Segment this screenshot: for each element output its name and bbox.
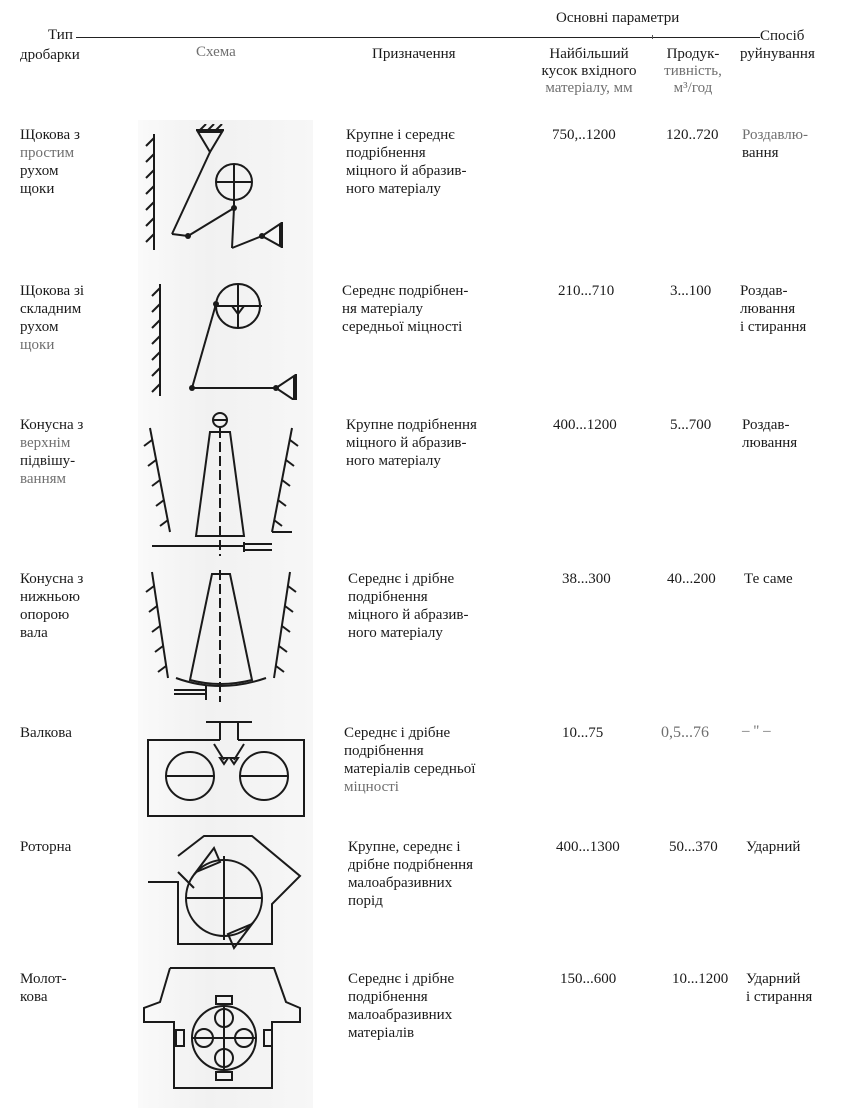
purpose-line: ного матеріалу [346, 181, 441, 197]
crusher-type [20, 838, 71, 856]
type-line: рухом [20, 163, 59, 179]
productivity-value: 50...370 [669, 839, 718, 855]
method-line: Ударний [746, 971, 801, 987]
type-line: опорою [20, 607, 70, 623]
max-piece-value: 38...300 [562, 571, 611, 587]
type-line: кова [20, 989, 48, 1005]
productivity-header-line2: тивність, [664, 63, 722, 79]
purpose-line: подрібнення [348, 589, 428, 605]
purpose-line: Крупне, середнє і [348, 839, 461, 855]
type-line: ванням [20, 471, 66, 487]
method-line: вання [742, 145, 779, 161]
crusher-type [20, 970, 67, 1006]
method-value [744, 570, 793, 588]
productivity-value: 5...700 [670, 417, 712, 433]
purpose-line: малоабразивних [348, 1007, 453, 1023]
purpose-line: матеріалів [348, 1025, 415, 1041]
purpose-line: ня матеріалу [342, 301, 423, 317]
purpose-line: міцності [344, 779, 399, 795]
method-value [740, 282, 806, 336]
purpose-line: подрібнення [346, 145, 426, 161]
purpose-line: матеріалів середньої [344, 761, 476, 777]
complex-jaw-scheme [140, 278, 310, 400]
type-line: нижньою [20, 589, 80, 605]
max-piece-header-line1: Найбільший [549, 46, 629, 62]
max-piece-value: 10...75 [562, 725, 604, 741]
type-line: щоки [20, 337, 55, 353]
max-piece-header [524, 46, 654, 97]
purpose-line: дрібне подрібнення [348, 857, 474, 873]
type-line: Конусна з [20, 417, 84, 433]
purpose-line: порід [348, 893, 383, 909]
type-line: вала [20, 625, 48, 641]
purpose [348, 570, 469, 642]
hammer-scheme [140, 964, 310, 1094]
method-value [746, 970, 812, 1006]
type-line: Конусна з [20, 571, 84, 587]
method-value [742, 416, 797, 452]
method-line: лювання [742, 435, 798, 451]
productivity-value: 10...1200 [672, 971, 729, 987]
purpose-line: Крупне подрібнення [346, 417, 477, 433]
method-line: лювання [740, 301, 796, 317]
method-value [742, 722, 771, 740]
purpose [342, 282, 468, 336]
crusher-type [20, 416, 83, 488]
roll-scheme [140, 720, 310, 824]
cone-bottom-support-scheme [140, 566, 310, 708]
method-line: Те саме [744, 571, 793, 587]
method-line: Роздав- [742, 417, 790, 433]
purpose [344, 724, 475, 796]
type-line: Щокова зі [20, 283, 85, 299]
type-line: Молот- [20, 971, 67, 987]
rotor-scheme [140, 832, 310, 950]
max-piece-value: 400...1200 [553, 417, 617, 433]
crusher-type [20, 724, 72, 742]
productivity-value: 40...200 [667, 571, 716, 587]
cone-top-suspension-scheme [140, 410, 310, 558]
purpose-line: подрібнення [344, 743, 424, 759]
type-line: Валкова [20, 725, 72, 741]
method-line: і стирання [740, 319, 807, 335]
purpose-line: Середнє подрібнен- [342, 283, 469, 299]
crusher-type [20, 126, 80, 198]
purpose-line: Крупне і середнє [346, 127, 455, 143]
method-line: Роздавлю- [742, 127, 808, 143]
main-params-header: Основні параметри [556, 10, 680, 26]
type-line: простим [20, 145, 75, 161]
method-header-line1: Спосіб [760, 28, 805, 44]
method-line: Роздав- [740, 283, 788, 299]
purpose-line: ного матеріалу [348, 625, 443, 641]
purpose-header: Призначення [372, 46, 456, 62]
purpose-line: міцного й абразив- [346, 163, 467, 179]
purpose [346, 126, 467, 198]
type-header-line2: дробарки [20, 47, 80, 63]
type-line: рухом [20, 319, 59, 335]
type-line: підвішу- [20, 453, 76, 469]
productivity-value: 0,5...76 [661, 724, 709, 741]
type-line: Щокова з [20, 127, 80, 143]
purpose-line: Середнє і дрібне [344, 725, 451, 741]
productivity-header [655, 46, 731, 97]
scheme-header: Схема [196, 44, 236, 60]
productivity-value: 120..720 [666, 127, 719, 143]
max-piece-value: 150...600 [560, 971, 617, 987]
header-rule-right [546, 37, 760, 38]
purpose-line: середньої міцності [342, 319, 463, 335]
method-line: і стирання [746, 989, 813, 1005]
purpose [346, 416, 477, 470]
purpose-line: Середнє і дрібне [348, 571, 455, 587]
max-piece-value: 210...710 [558, 283, 615, 299]
purpose-line: ного матеріалу [346, 453, 441, 469]
purpose-line: малоабразивних [348, 875, 453, 891]
purpose [348, 970, 454, 1042]
productivity-header-line1: Продук- [666, 46, 720, 62]
purpose-line: міцного й абразив- [346, 435, 467, 451]
productivity-value: 3...100 [670, 283, 712, 299]
method-line: – " – [742, 723, 771, 739]
productivity-header-line3: м³/год [673, 80, 713, 96]
type-line: щоки [20, 181, 55, 197]
crusher-type [20, 570, 83, 642]
type-line: верхнім [20, 435, 71, 451]
header-tick [652, 35, 653, 39]
method-line: Ударний [746, 839, 801, 855]
method-value [742, 126, 808, 162]
purpose-line: міцного й абразив- [348, 607, 469, 623]
crusher-type [20, 282, 84, 354]
type-header: Тип [48, 27, 73, 43]
max-piece-header-line3: матеріалу, мм [545, 80, 633, 96]
max-piece-header-line2: кусок вхідного [541, 63, 637, 79]
simple-jaw-scheme [140, 124, 310, 252]
header-rule-left [76, 37, 546, 38]
method-value [746, 838, 800, 856]
max-piece-value: 400...1300 [556, 839, 620, 855]
method-header-line2: руйнування [740, 46, 815, 62]
purpose-line: подрібнення [348, 989, 428, 1005]
max-piece-value: 750,..1200 [552, 127, 616, 143]
purpose-line: Середнє і дрібне [348, 971, 455, 987]
purpose [348, 838, 473, 910]
type-line: складним [20, 301, 82, 317]
type-line: Роторна [20, 839, 72, 855]
